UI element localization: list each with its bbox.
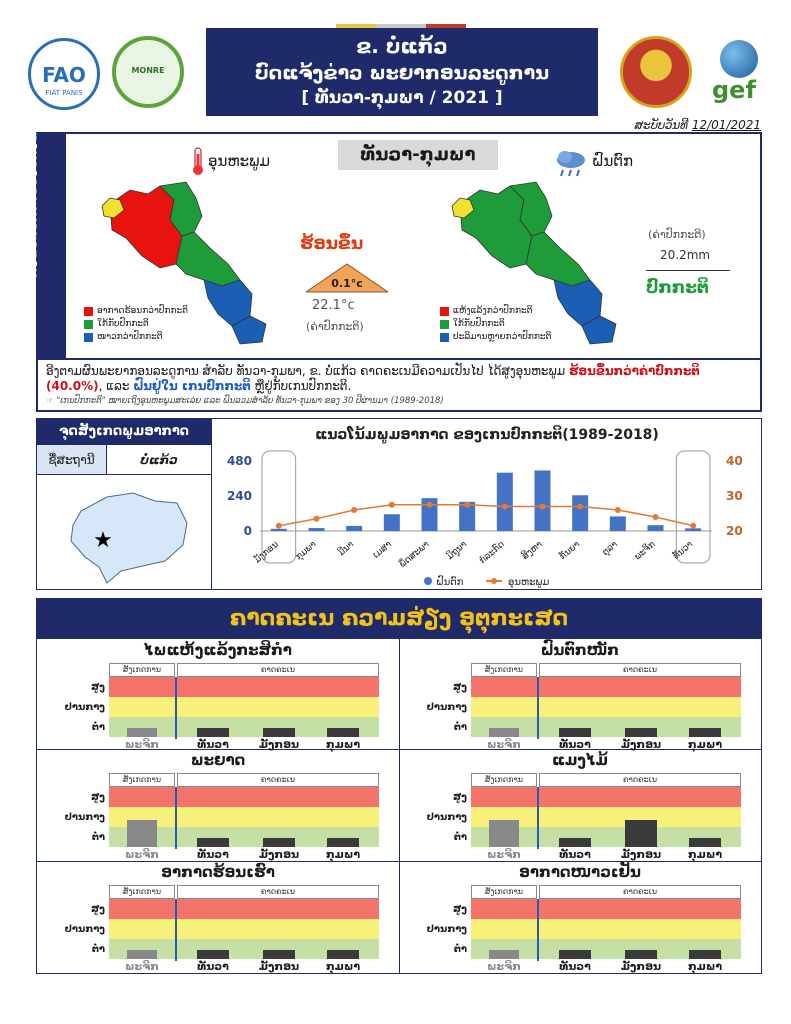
legend-label: ອາກາດຮ້ອນກວ່າປົກກະຕິ [97, 306, 188, 316]
x-tick-label: ມິຖຸນາ [445, 539, 470, 563]
x-tick-label: ພຶດສະພາ [397, 539, 432, 570]
monre-logo [112, 36, 184, 108]
forecast-month-label: ກຸມພາ [325, 738, 361, 751]
x-tick-label: ກໍລະກົດ [477, 539, 507, 567]
forecast-header: ຄາດຄະເນ [177, 885, 379, 899]
station-location-map [37, 475, 211, 587]
temperature-anomaly-arrow [306, 262, 388, 294]
note-footnote: ☞ "ເກນປົກກະຕິ" ໝາຍເຖິງອຸນຫະພູມສະເລ່ຍ ແລະ ຝົນລວມສໍາລັບ ທັນວາ-ກຸມພາ ຂອງ 30 ປີຜ່ານມາ (1989-2018) [46, 396, 444, 406]
observed-header: ສັງເກດການ [471, 773, 537, 787]
temperature-point [540, 504, 546, 510]
legend-temp-label: ອຸນຫະພູມ [508, 577, 550, 588]
climatology-chart-panel [212, 418, 762, 590]
station-name: ບໍ່ແກ້ວ [140, 453, 178, 467]
forecast-risk-bar [559, 838, 591, 847]
observed-header: ສັງເກດການ [471, 663, 537, 677]
legend-swatch [440, 320, 449, 329]
temperature-anomaly-value: 0.1°c [331, 277, 363, 290]
forecast-risk-bar [689, 838, 721, 847]
rainfall-bar [346, 526, 362, 531]
legend-label: ໃກ້ກັບປົກກະຕິ [97, 319, 149, 329]
forecast-header: ຄາດຄະເນ [177, 663, 379, 677]
temperature-label: ອຸນຫະພູມ [208, 152, 270, 170]
seasonal-side-label [25, 132, 66, 360]
risk-band-high [109, 787, 379, 807]
forecast-month-label: ມັງກອນ [258, 960, 300, 973]
title-period: [ ທັນວາ-ກຸມພາ / 2021 ] [301, 88, 503, 108]
seasonal-summary-note [36, 360, 762, 412]
forecast-month-label: ທັນວາ [559, 848, 591, 861]
risk-panel-title: ແມງໄມ້ [551, 751, 608, 769]
forecast-month-label: ທັນວາ [197, 738, 229, 751]
forecast-risk-bar [689, 728, 721, 737]
title-bulletin: ບົດແຈ້ງຂ່າວ ພະຍາກອນລະດູການ [254, 62, 550, 84]
rainfall-bar [572, 495, 588, 531]
legend-swatch [440, 333, 449, 342]
issued-label: ສະບັບວັນທີ [634, 118, 688, 132]
forecast-risk-bar [197, 728, 229, 737]
observed-month-label: ພະຈິກ [487, 738, 521, 751]
rainfall-bar [384, 514, 400, 531]
legend-swatch [440, 307, 449, 316]
rainfall-bar [610, 516, 626, 531]
forecast-month-label: ທັນວາ [559, 738, 591, 751]
legend-label: ແຫ້ງແລ້ງກວ່າປົກກະຕິ [453, 306, 533, 316]
forecast-risk-bar [559, 950, 591, 959]
observed-forecast-separator [537, 787, 539, 849]
observed-header: ສັງເກດການ [109, 885, 175, 899]
x-tick-label: ກັນຍາ [558, 539, 583, 563]
temp-legend-item [84, 319, 149, 329]
rainfall-bar [648, 525, 664, 531]
risk-band-high [471, 787, 741, 807]
gef-logo-text: gef [712, 76, 756, 104]
y-left-tick-label: 240 [226, 489, 252, 503]
rain-legend-item [440, 332, 551, 342]
risk-level-mid-label: ປານກາງ [64, 702, 105, 713]
risk-level-low-label: ຕ່ຳ [91, 722, 105, 733]
title-province: ຂ. ບໍ່ແກ້ວ [356, 34, 448, 58]
forecast-header: ຄາດຄະເນ [177, 773, 379, 787]
forecast-header: ຄາດຄະເນ [539, 663, 741, 677]
forecast-month-label: ກຸມພາ [687, 960, 723, 973]
observed-month-label: ພະຈິກ [125, 738, 159, 751]
x-tick-label: ພະຈິກ [632, 539, 658, 563]
title-stripe [426, 24, 466, 28]
risk-level-high-label: ສູງ [453, 792, 467, 803]
gef-logo [708, 40, 768, 104]
risk-panel [37, 639, 399, 749]
fao-logo [28, 38, 100, 110]
temperature-point [351, 507, 357, 513]
risk-forecast-panel [36, 598, 762, 974]
risk-band-high [109, 677, 379, 697]
forecast-month-label: ທັນວາ [197, 848, 229, 861]
risk-level-mid-label: ປານກາງ [64, 812, 105, 823]
temperature-line [279, 505, 693, 526]
legend-swatch [84, 307, 93, 316]
observed-month-label: ພະຈິກ [125, 848, 159, 861]
forecast-month-label: ມັງກອນ [258, 848, 300, 861]
fao-logo-subtext: FIAT PANIS [45, 89, 83, 97]
risk-band-mid [109, 697, 379, 717]
forecast-month-label: ມັງກອນ [620, 848, 662, 861]
legend-label: ໜາວກວ່າປົກກະຕິ [97, 332, 163, 342]
risk-panel [37, 861, 399, 971]
forecast-risk-bar [263, 838, 295, 847]
risk-level-high-label: ສູງ [91, 904, 105, 915]
forecast-month-label: ມັງກອນ [258, 738, 300, 751]
rainfall-bar [271, 529, 287, 531]
risk-panel-title: ອາກາດຮ້ອນເຮົາ [161, 863, 275, 881]
risk-panel [399, 861, 761, 971]
risk-band-mid [471, 697, 741, 717]
x-tick-label: ເມສາ [371, 539, 394, 561]
issued-date: 12/01/2021 [691, 118, 761, 132]
temperature-point [690, 523, 696, 529]
risk-band-mid [109, 919, 379, 939]
forecast-risk-bar [327, 838, 359, 847]
risk-level-mid-label: ປານກາງ [426, 924, 467, 935]
forecast-period-title: ທັນວາ-ກຸມພາ [338, 140, 498, 170]
temperature-point [314, 516, 320, 522]
monre-logo-text: MONRE [131, 66, 165, 75]
forecast-risk-bar [689, 950, 721, 959]
x-tick-label: ມັງກອນ [252, 539, 281, 566]
y-left-tick-label: 0 [243, 524, 252, 538]
station-row [37, 445, 211, 475]
rainfall-bar [497, 473, 513, 531]
forecast-month-label: ທັນວາ [197, 960, 229, 973]
station-header: ຈຸດສັງເກດພູມອາກາດ [37, 419, 211, 445]
risk-panel-title: ໄພແຫ້ງແລ້ງກະສິກໍາ [144, 641, 292, 659]
title-stripe [376, 24, 426, 28]
risk-band-high [109, 899, 379, 919]
risk-level-mid-label: ປານກາງ [64, 924, 105, 935]
risk-panel [399, 639, 761, 749]
risk-panel-title: ອາກາດໜາວເຢັນ [519, 863, 641, 881]
legend-temp-marker [491, 578, 497, 584]
national-emblem-logo [620, 36, 692, 108]
temperature-point [276, 523, 282, 529]
risk-panel [399, 749, 761, 859]
rainfall-normal-label: (ຄ່າປົກກະຕິ) [648, 228, 706, 241]
risk-band-mid [471, 919, 741, 939]
rain-legend-item [440, 319, 505, 329]
rain-legend-item [440, 306, 532, 316]
risk-level-low-label: ຕ່ຳ [453, 944, 467, 955]
legend-rain-label: ຝົນຕົກ [436, 577, 464, 588]
observed-month-label: ພະຈິກ [125, 960, 159, 973]
temperature-point [653, 514, 659, 520]
forecast-month-label: ທັນວາ [559, 960, 591, 973]
temperature-point [577, 504, 583, 510]
note-rain-highlight: ຝົນຢູ່ໃນ ເກນປົກກະຕິ [133, 379, 251, 393]
observed-risk-bar [489, 820, 519, 847]
observed-forecast-separator [175, 787, 177, 849]
observed-month-label: ພະຈິກ [487, 848, 521, 861]
forecast-month-label: ກຸມພາ [325, 960, 361, 973]
chart-title: ແນວໂນ້ມພູມອາກາດ ຂອງເກນປົກກະຕິ(1989-2018) [315, 427, 659, 443]
forecast-risk-bar [327, 950, 359, 959]
forecast-header: ຄາດຄະເນ [539, 773, 741, 787]
x-tick-label: ທັນວາ [671, 539, 696, 562]
temperature-point [427, 502, 433, 508]
observed-header: ສັງເກດການ [109, 773, 175, 787]
station-panel [36, 418, 212, 590]
temperature-normal-value: 22.1°c [312, 298, 355, 313]
forecast-risk-bar [263, 950, 295, 959]
x-tick-label: ຕຸລາ [600, 539, 620, 558]
risk-panel-title: ຝົນຕົກໜັກ [540, 641, 620, 659]
climatology-chart [212, 419, 762, 591]
risk-level-mid-label: ປານກາງ [426, 812, 467, 823]
observed-month-label: ພະຈິກ [487, 960, 521, 973]
risk-level-low-label: ຕ່ຳ [91, 832, 105, 843]
rainfall-bar [685, 528, 701, 531]
y-right-tick-label: 20 [726, 524, 743, 538]
temperature-normal-label: (ຄ່າປົກກະຕິ) [306, 320, 364, 333]
observed-risk-bar [127, 820, 157, 847]
forecast-month-label: ກຸມພາ [325, 848, 361, 861]
observed-forecast-separator [175, 899, 177, 961]
risk-level-low-label: ຕ່ຳ [453, 722, 467, 733]
title-stripe [336, 24, 376, 28]
observed-risk-bar [127, 728, 157, 737]
seasonal-side-text: ການຄາດຄະເນລະດູການ [25, 132, 40, 278]
risk-forecast-title: ຄາດຄະເນ ຄວາມສ່ຽງ ອຸຕຸກະເສດ [37, 599, 761, 639]
risk-level-high-label: ສູງ [91, 682, 105, 693]
issued-date-line [635, 118, 761, 132]
forecast-risk-bar [559, 728, 591, 737]
rain-cloud-icon [554, 148, 588, 178]
observed-risk-bar [489, 728, 519, 737]
rainfall-bar [309, 528, 325, 531]
observed-forecast-separator [537, 677, 539, 739]
temperature-point [389, 502, 395, 508]
risk-level-low-label: ຕ່ຳ [453, 832, 467, 843]
forecast-risk-bar [197, 950, 229, 959]
risk-level-low-label: ຕ່ຳ [91, 944, 105, 955]
thermometer-icon [190, 146, 206, 176]
risk-panel-title: ພະຍາດ [190, 751, 246, 769]
title-box [206, 28, 598, 116]
note-text: ຫຼືຢູ່ກັບເກນປົກກະຕິ. [254, 379, 352, 393]
rainfall-normal-value: 20.2mm [660, 248, 711, 262]
forecast-header: ຄາດຄະເນ [539, 885, 741, 899]
note-text: ອີງຕາມຜົນພະຍາກອນລະດູການ ສໍາລັບ ທັນວາ-ກຸມພາ, ຂ. ບໍ່ແກ້ວ ຄາດຄະເນມີຄວາມເປັນໄປ ໄດ້ສູງອຸນຫະພູມ [46, 364, 566, 378]
forecast-risk-bar [625, 820, 657, 847]
x-tick-label: ກຸມພາ [294, 539, 319, 563]
legend-swatch [84, 320, 93, 329]
forecast-risk-bar [327, 728, 359, 737]
rainfall-outlook: ປົກກະຕິ [646, 278, 709, 298]
forecast-month-label: ມັງກອນ [620, 738, 662, 751]
legend-label: ໃກ້ກັບປົກກະຕິ [453, 319, 505, 329]
temp-legend-item [84, 306, 188, 316]
temperature-outlook: ຮ້ອນຂຶ້ນ [300, 234, 364, 254]
station-name-label: ຊື່ສະຖານີ [37, 445, 107, 474]
y-right-tick-label: 40 [726, 454, 743, 468]
observed-forecast-separator [175, 677, 177, 739]
risk-level-high-label: ສູງ [91, 792, 105, 803]
legend-rain-marker [424, 577, 432, 585]
rainfall-divider [646, 270, 730, 271]
temp-legend-item [84, 332, 163, 342]
rainfall-label: ຝົນຕົກ [592, 152, 634, 170]
note-text: , ແລະ [98, 379, 130, 393]
y-left-tick-label: 480 [226, 454, 252, 468]
risk-level-high-label: ສູງ [453, 682, 467, 693]
x-tick-label: ມີນາ [336, 539, 357, 559]
temperature-point [502, 504, 508, 510]
forecast-risk-bar [197, 838, 229, 847]
x-tick-label: ສິງຫາ [520, 539, 545, 563]
legend-label: ປະລິມານຫຼາຍກວ່າປົກກະຕິ [453, 332, 552, 342]
rainfall-bar [535, 470, 551, 531]
forecast-risk-bar [625, 950, 657, 959]
observed-header: ສັງເກດການ [109, 663, 175, 677]
risk-level-high-label: ສູງ [453, 904, 467, 915]
forecast-risk-bar [625, 728, 657, 737]
risk-band-high [471, 677, 741, 697]
observed-risk-bar [489, 950, 519, 959]
observed-header: ສັງເກດການ [471, 885, 537, 899]
forecast-month-label: ມັງກອນ [620, 960, 662, 973]
risk-level-mid-label: ປານກາງ [426, 702, 467, 713]
station-star-icon: ★ [93, 528, 113, 553]
risk-band-high [471, 899, 741, 919]
temperature-point [464, 502, 470, 508]
risk-panel [37, 749, 399, 859]
temperature-point [615, 507, 621, 513]
y-right-tick-label: 30 [726, 489, 743, 503]
forecast-risk-bar [263, 728, 295, 737]
observed-forecast-separator [537, 899, 539, 961]
fao-logo-text: FAO [42, 63, 86, 87]
forecast-month-label: ກຸມພາ [687, 848, 723, 861]
legend-swatch [84, 333, 93, 342]
note-warm-highlight: ຮ້ອນຂຶ້ນກວ່າຄ່າປົກກະຕິ (40.0%) [46, 364, 700, 393]
globe-icon [720, 40, 758, 78]
forecast-month-label: ກຸມພາ [687, 738, 723, 751]
observed-risk-bar [127, 950, 157, 959]
